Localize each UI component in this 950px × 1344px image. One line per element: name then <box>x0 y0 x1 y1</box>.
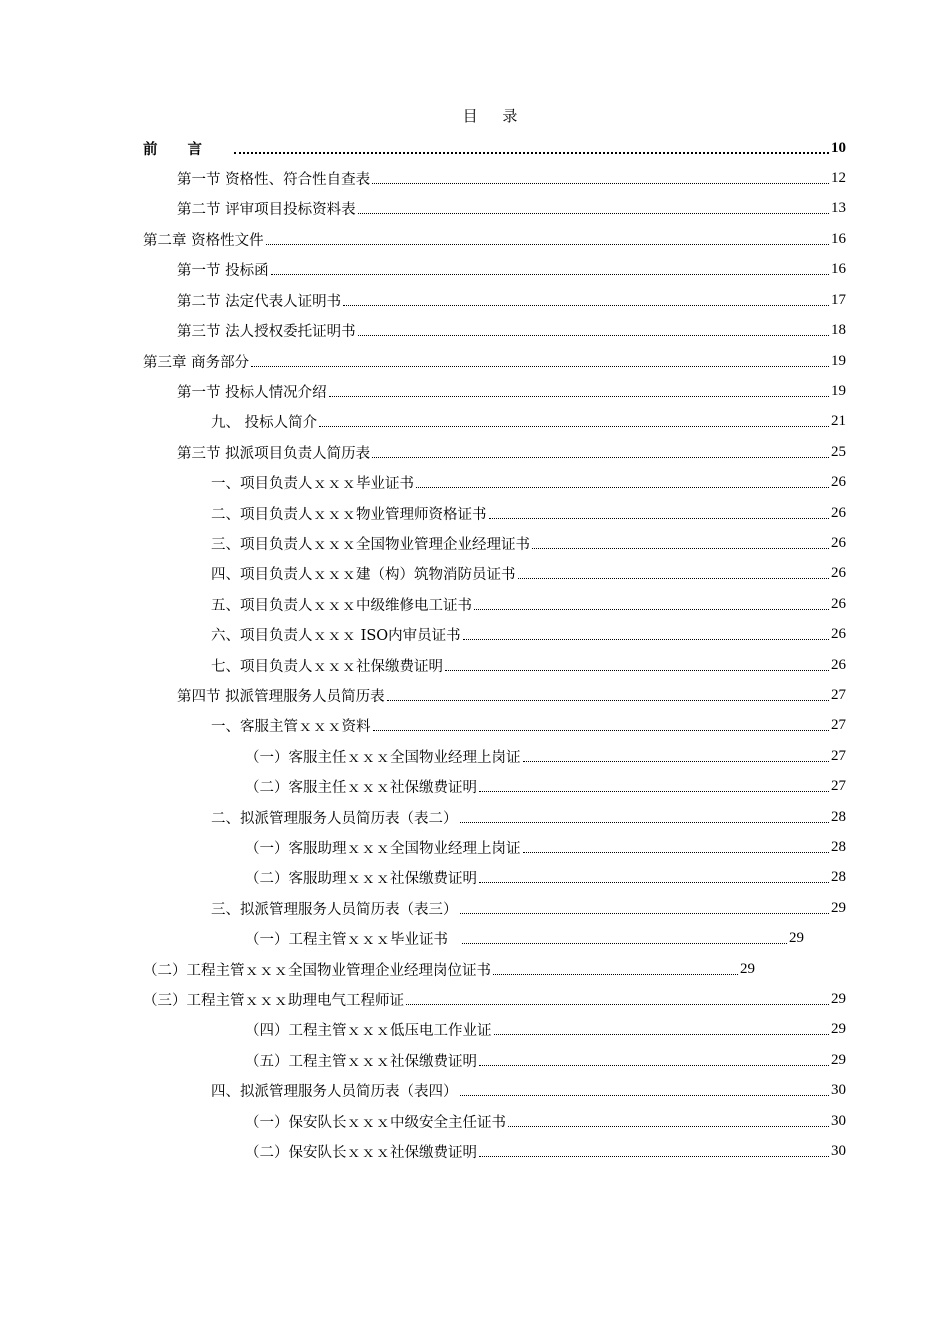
toc-entry-label: 第四节 拟派管理服务人员简历表 <box>177 688 385 705</box>
toc-page-number: 29 <box>740 960 755 977</box>
toc-entry[interactable] <box>211 589 846 619</box>
leader-dots <box>329 386 829 397</box>
page-title: 目 录 <box>462 107 528 125</box>
toc-page-number: 26 <box>831 534 846 551</box>
toc-entry-label: 第二章 资格性文件 <box>143 232 264 249</box>
toc-page-number: 27 <box>831 777 846 794</box>
leader-dots <box>406 994 829 1005</box>
toc-entry-label: 第三节 法人授权委托证明书 <box>177 323 356 340</box>
toc-entry[interactable] <box>211 802 846 832</box>
leader-dots <box>508 1116 829 1127</box>
toc-entry-label: （二）工程主管ｘｘｘ全国物业管理企业经理岗位证书 <box>143 962 491 979</box>
toc-entry[interactable] <box>143 346 846 376</box>
toc-entry-label: 七、项目负责人ｘｘｘ社保缴费证明 <box>211 658 443 675</box>
toc-page-number: 28 <box>831 838 846 855</box>
toc-entry-label: 第二节 评审项目投标资料表 <box>177 201 356 218</box>
toc-page-number: 26 <box>831 656 846 673</box>
toc-entry[interactable] <box>143 224 846 254</box>
toc-entry[interactable] <box>177 315 846 345</box>
toc-page-number: 27 <box>831 686 846 703</box>
toc-entry[interactable] <box>245 923 804 953</box>
toc-entry[interactable] <box>245 741 846 771</box>
toc-page-number: 27 <box>831 716 846 733</box>
toc-entry-label: （四）工程主管ｘｘｘ低压电工作业证 <box>245 1022 492 1039</box>
toc-page-number: 29 <box>789 929 804 946</box>
toc-entry[interactable] <box>245 862 846 892</box>
toc-entry-label: （二）客服助理ｘｘｘ社保缴费证明 <box>245 870 477 887</box>
leader-dots <box>494 1024 830 1035</box>
toc-page-number: 27 <box>831 747 846 764</box>
leader-dots <box>518 568 830 579</box>
leader-dots <box>479 1146 829 1157</box>
leader-dots <box>358 325 829 336</box>
leader-dots <box>373 720 830 731</box>
toc-page-number: 26 <box>831 595 846 612</box>
toc-entry[interactable] <box>177 285 846 315</box>
leader-dots <box>462 933 787 944</box>
toc-entry-label: 三、项目负责人ｘｘｘ全国物业管理企业经理证书 <box>211 536 530 553</box>
leader-dots <box>372 447 829 458</box>
toc-page-number: 29 <box>831 990 846 1007</box>
toc-entry-label: （二）客服主任ｘｘｘ社保缴费证明 <box>245 779 477 796</box>
toc-entry[interactable] <box>245 771 846 801</box>
leader-dots <box>489 508 830 519</box>
toc-entry-label: （三）工程主管ｘｘｘ助理电气工程师证 <box>143 992 404 1009</box>
toc-entry-label: 第二节 法定代表人证明书 <box>177 293 342 310</box>
leader-dots <box>460 903 830 914</box>
toc-entry-label: 前言 <box>143 140 232 158</box>
toc-page-number: 26 <box>831 504 846 521</box>
leader-dots <box>479 781 829 792</box>
toc-entry-label: （一）客服助理ｘｘｘ全国物业经理上岗证 <box>245 840 521 857</box>
toc-entry[interactable] <box>143 133 846 163</box>
toc-page-number: 21 <box>831 412 846 429</box>
toc-page-number: 12 <box>831 169 846 186</box>
toc-entry[interactable] <box>177 437 846 467</box>
toc-entry-label: 第一节 投标人情况介绍 <box>177 384 327 401</box>
toc-entry[interactable] <box>245 1106 846 1136</box>
toc-entry[interactable] <box>211 893 846 923</box>
toc-page-number: 16 <box>831 260 846 277</box>
toc-entry-label: 第三章 商务部分 <box>143 354 250 371</box>
toc-entry[interactable] <box>177 163 846 193</box>
toc-entry[interactable] <box>245 832 846 862</box>
leader-dots <box>271 264 829 275</box>
toc-entry-label: （一）保安队长ｘｘｘ中级安全主任证书 <box>245 1114 506 1131</box>
toc-page-number: 28 <box>831 808 846 825</box>
toc-page-number: 29 <box>831 1020 846 1037</box>
toc-entry[interactable] <box>211 406 846 436</box>
leader-dots <box>372 173 829 184</box>
toc-page-number: 30 <box>831 1142 846 1159</box>
leader-dots <box>463 629 829 640</box>
toc-entry[interactable] <box>211 710 846 740</box>
toc-entry-label: 四、项目负责人ｘｘｘ建（构）筑物消防员证书 <box>211 566 516 583</box>
leader-dots <box>251 356 829 367</box>
toc-entry-label: 二、拟派管理服务人员简历表（表二） <box>211 810 458 827</box>
leader-dots <box>523 751 830 762</box>
toc-page-number: 26 <box>831 473 846 490</box>
toc-entry-label: 第一节 资格性、符合性自查表 <box>177 171 371 188</box>
toc-page-number: 25 <box>831 443 846 460</box>
toc-entry-label: 一、项目负责人ｘｘｘ毕业证书 <box>211 475 414 492</box>
leader-dots <box>460 1085 830 1096</box>
leader-dots <box>532 538 829 549</box>
toc-page-number: 19 <box>831 352 846 369</box>
toc-entry[interactable] <box>211 528 846 558</box>
toc-entry-label: 五、项目负责人ｘｘｘ中级维修电工证书 <box>211 597 472 614</box>
toc-entry[interactable] <box>143 984 846 1014</box>
toc-entry[interactable] <box>211 467 846 497</box>
leader-dots <box>343 295 829 306</box>
toc-entry-label: 二、项目负责人ｘｘｘ物业管理师资格证书 <box>211 506 487 523</box>
toc-entry[interactable] <box>177 254 846 284</box>
toc-entry-label: 第三节 拟派项目负责人简历表 <box>177 445 371 462</box>
leader-dots <box>479 1055 829 1066</box>
toc-page-number: 18 <box>831 321 846 338</box>
toc-entry-label: 九、 投标人简介 <box>211 414 318 431</box>
toc-entry[interactable] <box>211 1075 846 1105</box>
toc-page-number: 19 <box>831 382 846 399</box>
toc-page-number: 26 <box>831 625 846 642</box>
toc-page-number: 28 <box>831 868 846 885</box>
toc-page-number: 13 <box>831 199 846 216</box>
toc-entry-label: 一、客服主管ｘｘｘ资料 <box>211 718 371 735</box>
toc-entry[interactable] <box>177 376 846 406</box>
toc-entry[interactable] <box>245 1136 846 1166</box>
leader-dots <box>523 842 830 853</box>
toc-entry-label: （五）工程主管ｘｘｘ社保缴费证明 <box>245 1053 477 1070</box>
leader-dots <box>445 660 829 671</box>
leader-dots <box>474 599 829 610</box>
toc-entry[interactable] <box>211 650 846 680</box>
toc-entry[interactable] <box>245 1045 846 1075</box>
toc-entry-label: （一）客服主任ｘｘｘ全国物业经理上岗证 <box>245 749 521 766</box>
leader-dots <box>234 142 829 154</box>
toc-entry[interactable] <box>211 498 846 528</box>
toc-entry-label: 第一节 投标函 <box>177 262 269 279</box>
toc-page-number: 30 <box>831 1112 846 1129</box>
leader-dots <box>479 872 829 883</box>
toc-entry-label: 三、拟派管理服务人员简历表（表三） <box>211 901 458 918</box>
leader-dots <box>319 416 829 427</box>
toc-page-number: 26 <box>831 564 846 581</box>
leader-dots <box>416 477 829 488</box>
toc-entry[interactable] <box>211 558 846 588</box>
leader-dots <box>266 234 829 245</box>
toc-entry-label: 六、项目负责人ｘｘｘ ISO内审员证书 <box>211 627 461 644</box>
toc-entry[interactable] <box>211 619 846 649</box>
leader-dots <box>358 203 829 214</box>
toc-page-number: 17 <box>831 291 846 308</box>
toc-page-number: 30 <box>831 1081 846 1098</box>
toc-page-number: 10 <box>831 139 846 156</box>
toc-entry[interactable] <box>177 680 846 710</box>
toc-page-number: 29 <box>831 1051 846 1068</box>
toc-entry[interactable] <box>245 1014 846 1044</box>
leader-dots <box>387 690 829 701</box>
toc-entry[interactable] <box>177 193 846 223</box>
toc-entry-label: （一）工程主管ｘｘｘ毕业证书 <box>245 931 448 948</box>
toc-entry[interactable] <box>143 954 755 984</box>
toc-page-number: 29 <box>831 899 846 916</box>
toc-entry-label: 四、拟派管理服务人员简历表（表四） <box>211 1083 458 1100</box>
leader-dots <box>460 812 830 823</box>
toc-page-number: 16 <box>831 230 846 247</box>
toc-entry-label: （二）保安队长ｘｘｘ社保缴费证明 <box>245 1144 477 1161</box>
leader-dots <box>493 964 738 975</box>
